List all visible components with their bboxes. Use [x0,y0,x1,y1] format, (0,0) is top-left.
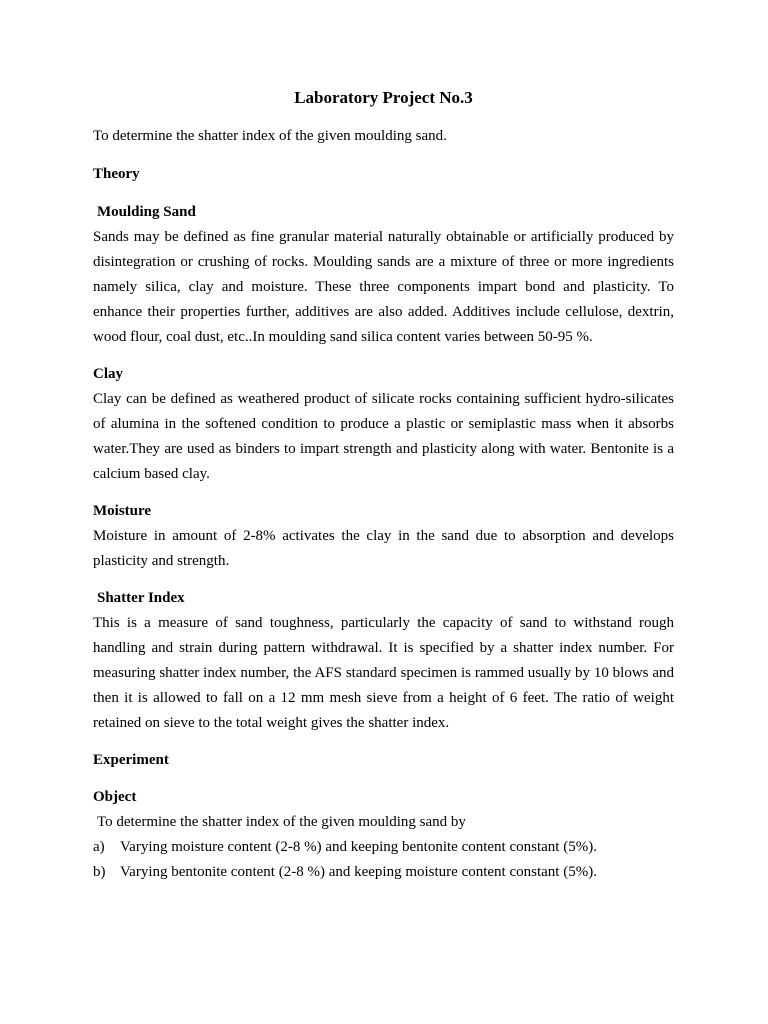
document-page [93,86,674,885]
theory-heading: Theory [93,166,140,182]
moisture-text: Moisture in amount of 2-8% activates the clay in the sand due to absorption and develops plasticity and strength. [93,528,674,569]
list-item [93,860,674,885]
list-item-text: Varying bentonite content (2-8 %) and keeping moisture content constant (5%). [120,864,597,880]
spacer [93,574,674,586]
spacer [93,149,674,162]
object-list [93,835,674,885]
list-item [93,835,674,860]
document-title: Laboratory Project No.3 [294,88,473,107]
spacer [93,487,674,499]
shatter-index-heading: Shatter Index [97,590,185,606]
experiment-heading: Experiment [93,752,169,768]
list-marker: b) [93,864,106,880]
moulding-sand-text: Sands may be defined as fine granular material naturally obtainable or artificially produced by disintegration or crushing of rocks. Moulding sands are a mixture of three or more ingredients namely silica, clay and moisture. These three components impart bond and plasticity. To enhance their properties further, additives are also added. Additives include cellulose, dextrin, wood flour, coal dust, etc..In moulding sand silica content varies between 50-95 %. [93,229,674,345]
spacer [93,187,674,200]
spacer [93,736,674,748]
spacer [93,350,674,362]
moulding-sand-heading: Moulding Sand [97,204,196,220]
moisture-heading: Moisture [93,503,152,519]
list-marker: a) [93,839,105,855]
clay-text: Clay can be defined as weathered product of silicate rocks containing sufficient hydro-silicates of alumina in the softened condition to produce a plastic or semiplastic mass when it absorbs water.They are used as binders to impart strength and plasticity along with water. Bentonite is a calcium based clay. [93,391,674,482]
clay-heading: Clay [93,366,123,382]
spacer [93,773,674,785]
shatter-index-text: This is a measure of sand toughness, particularly the capacity of sand to withstand rough handling and strain during pattern withdrawal. It is specified by a shatter index number. For measuring shatter index number, the AFS standard specimen is rammed usually by 10 blows and then it is allowed to fall on a 12 mm mesh sieve from a height of 6 feet. The ratio of weight retained on sieve to the total weight gives the shatter index. [93,615,674,731]
intro-text: To determine the shatter index of the given moulding sand. [93,128,447,144]
object-heading: Object [93,789,137,805]
list-item-text: Varying moisture content (2-8 %) and keeping bentonite content constant (5%). [120,839,597,855]
object-intro: To determine the shatter index of the given moulding sand by [97,814,466,830]
